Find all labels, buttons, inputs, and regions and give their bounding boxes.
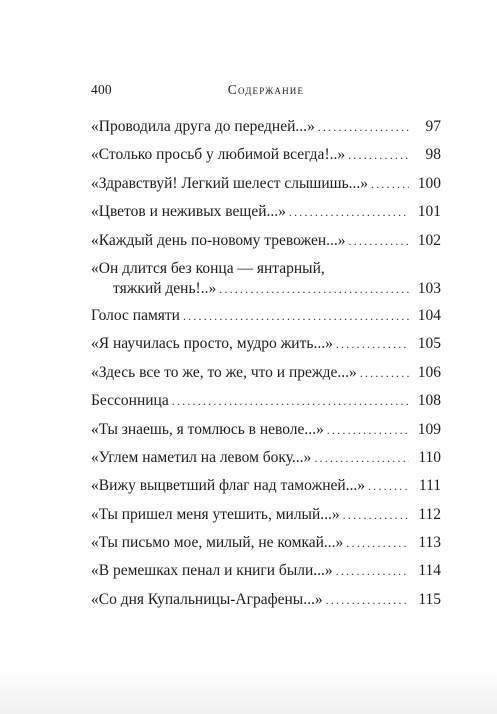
toc-page-number: 97	[425, 118, 441, 135]
toc-page-number: 106	[417, 363, 441, 381]
toc-entry	[91, 117, 441, 137]
toc-entry-line	[91, 202, 441, 222]
dot-leader	[219, 279, 409, 299]
toc-page-number: 104	[417, 306, 441, 324]
toc-page-number: 113	[418, 534, 441, 552]
toc-page-number: 103	[417, 279, 441, 297]
toc-entry-title: «Каждый день по-новому тревожен...»	[91, 231, 346, 249]
dot-leader	[327, 420, 409, 440]
toc-page-number: 98	[425, 146, 441, 164]
toc-entry-title: «Столько просьб у любимой всегда!..»	[91, 146, 346, 164]
toc-entry	[91, 363, 441, 383]
page-header	[91, 82, 441, 102]
page-number: 400	[91, 82, 112, 97]
toc-entry-line	[91, 231, 441, 251]
toc-entry-line	[91, 363, 441, 383]
toc-entry	[91, 174, 441, 194]
dot-leader	[348, 145, 409, 165]
toc-entry-line	[91, 476, 441, 496]
dot-leader	[289, 202, 409, 222]
dot-leader	[172, 391, 409, 411]
dot-leader	[368, 476, 409, 496]
toc-entry	[91, 590, 441, 610]
toc-entry-line	[91, 561, 441, 581]
toc-entry	[91, 420, 441, 440]
toc-entry-line	[91, 448, 441, 468]
toc-entry-title: «Углем наметил на левом боку...»	[91, 448, 312, 466]
dot-leader	[349, 231, 409, 251]
toc-entry	[91, 259, 441, 299]
toc-page-number: 105	[417, 335, 441, 353]
toc-entry-line	[91, 174, 441, 194]
toc-entry-line	[91, 334, 441, 354]
dot-leader	[346, 533, 409, 553]
running-title: Содержание	[227, 82, 305, 97]
toc-entry-title: «Здравствуй! Легкий шелест слышишь...»	[91, 174, 369, 192]
toc-entry-title: «Цветов и неживых вещей...»	[91, 203, 286, 221]
dot-leader	[326, 590, 409, 610]
toc-entry-line	[91, 117, 441, 137]
toc-page-number: 111	[418, 477, 441, 495]
dot-leader	[336, 334, 409, 354]
toc-entry	[91, 145, 441, 165]
toc-entry	[91, 306, 441, 326]
toc-entry	[91, 202, 441, 222]
toc-entry	[91, 448, 441, 468]
toc-entry-line	[91, 259, 441, 279]
toc-entry-title: тяжкий день!..»	[113, 279, 217, 297]
toc-entry	[91, 533, 441, 553]
toc-page-number: 108	[417, 392, 441, 410]
toc-entry-title: «Здесь все то же, то же, что и прежде...»	[91, 363, 357, 381]
toc-entry	[91, 231, 441, 251]
toc-page-number: 110	[418, 448, 441, 466]
toc-page-number: 102	[417, 231, 441, 249]
dot-leader	[314, 448, 409, 468]
page-bottom-shadow	[0, 668, 497, 714]
toc-entry-line	[91, 279, 441, 299]
toc-entry-title: «Ты пришел меня утешить, милый...»	[91, 505, 340, 523]
toc-entry-title: «Ты письмо мое, милый, не комкай...»	[91, 534, 344, 552]
dot-leader	[183, 306, 409, 326]
toc-page-number: 100	[417, 174, 441, 192]
toc-entry-title: Бессонница	[91, 392, 169, 410]
toc-entry-line	[91, 505, 441, 525]
toc-entry-line	[91, 145, 441, 165]
toc-entry-line	[91, 306, 441, 326]
toc-page-number: 115	[418, 590, 441, 608]
toc-entry-title: «Со дня Купальницы-Аграфены...»	[91, 590, 323, 608]
toc-entry	[91, 476, 441, 496]
toc-entry-line	[91, 391, 441, 411]
toc-page-number: 101	[417, 203, 441, 221]
toc-entry	[91, 391, 441, 411]
dot-leader	[318, 117, 409, 137]
toc-entry	[91, 561, 441, 581]
dot-leader	[343, 505, 409, 525]
toc-page-number: 109	[417, 420, 441, 438]
toc-entry-title: «Вижу выцветший флаг над таможней...»	[91, 477, 366, 495]
toc-entry-line	[91, 533, 441, 553]
toc-page-number: 112	[418, 505, 441, 523]
toc-entry-title: Голос памяти	[91, 306, 180, 324]
dot-leader	[360, 363, 409, 383]
toc-page-number: 114	[418, 562, 441, 580]
dot-leader	[371, 174, 409, 194]
dot-leader	[336, 561, 409, 581]
toc-entry-line	[91, 420, 441, 440]
toc-entry	[91, 334, 441, 354]
toc-entry-title: «Я научилась просто, мудро жить...»	[91, 335, 333, 353]
toc-entry-title: «Он длится без конца — янтарный,	[91, 259, 325, 277]
toc-entry-title: «Проводила друга до передней...»	[91, 118, 315, 135]
toc-entry	[91, 505, 441, 525]
table-of-contents	[91, 117, 441, 618]
toc-entry-title: «В ремешках пенал и книги были...»	[91, 562, 333, 580]
toc-entry-title: «Ты знаешь, я томлюсь в неволе...»	[91, 420, 324, 438]
toc-entry-line	[91, 590, 441, 610]
